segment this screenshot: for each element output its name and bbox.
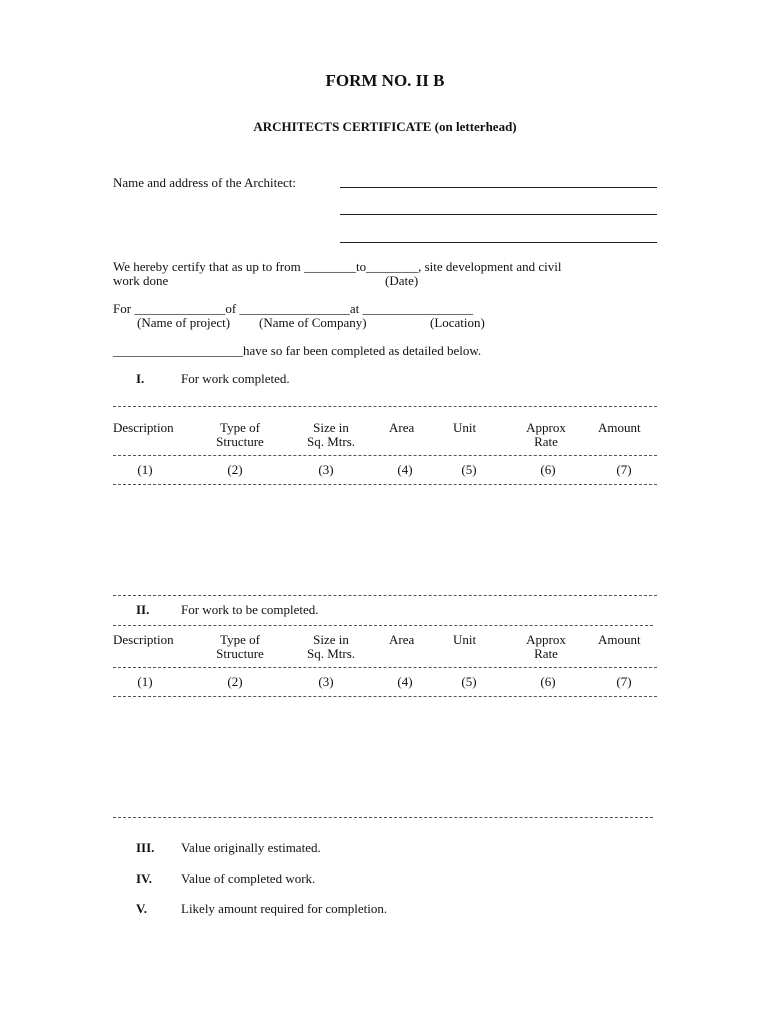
caption-company: (Name of Company): [259, 315, 367, 330]
t2-h-size-1: Size in: [313, 632, 349, 647]
certify-to: to: [356, 259, 367, 274]
section-1-label: For work completed.: [181, 371, 290, 386]
t1-h-type-1: Type of: [220, 420, 260, 435]
t1-n1: (1): [137, 462, 153, 477]
form-subtitle: ARCHITECTS CERTIFICATE (on letterhead): [253, 119, 517, 134]
t1-h-size-1: Size in: [313, 420, 349, 435]
t2-h-type-2: Structure: [216, 646, 264, 661]
table-2-bottom-rule: [113, 817, 653, 818]
table-2-number-rule: [113, 696, 657, 697]
of-label: of: [225, 301, 240, 316]
architect-label: Name and address of the Architect:: [113, 175, 297, 190]
t1-h-unit: Unit: [453, 420, 477, 435]
item-5-number: V.: [136, 901, 147, 916]
table-2-header-rule: [113, 667, 657, 668]
t2-n2: (2): [227, 674, 243, 689]
completed-blank[interactable]: ____________________: [113, 343, 243, 358]
certify-line-2: work done: [113, 273, 169, 288]
t1-n4: (4): [397, 462, 413, 477]
t2-h-amount: Amount: [598, 632, 641, 647]
item-3-label: Value originally estimated.: [181, 840, 321, 855]
t2-h-area: Area: [389, 632, 415, 647]
certify-text-a: We hereby certify that as up to from: [113, 259, 304, 274]
t1-h-amount: Amount: [598, 420, 641, 435]
to-date-blank[interactable]: ________: [366, 259, 419, 274]
section-1-number: I.: [136, 371, 145, 386]
form-title: FORM NO. II B: [325, 71, 445, 90]
date-caption: (Date): [385, 273, 419, 288]
t2-n7: (7): [616, 674, 632, 689]
caption-location: (Location): [430, 315, 485, 330]
project-name-blank[interactable]: ______________: [134, 301, 226, 316]
architect-line-2[interactable]: [340, 214, 657, 215]
t1-h-size-2: Sq. Mtrs.: [306, 434, 356, 449]
t1-n6: (6): [540, 462, 556, 477]
at-label: at: [349, 301, 363, 316]
section-2-label: For work to be completed.: [181, 602, 319, 617]
t1-n7: (7): [616, 462, 632, 477]
t1-h-description: Description: [113, 420, 174, 435]
table-1-top-rule: [113, 406, 657, 407]
table-1-number-rule: [113, 484, 657, 485]
t2-n5: (5): [461, 674, 477, 689]
completed-line: [113, 343, 481, 359]
t1-n3: (3): [318, 462, 334, 477]
t1-n2: (2): [227, 462, 243, 477]
t1-n5: (5): [461, 462, 477, 477]
table-2-top-rule: [113, 625, 653, 626]
t1-h-type-2: Structure: [216, 434, 264, 449]
for-label: For: [113, 301, 135, 316]
t2-n1: (1): [137, 674, 153, 689]
from-date-blank[interactable]: ________: [304, 259, 356, 274]
location-blank[interactable]: _________________: [362, 301, 474, 316]
t2-h-size-2: Sq. Mtrs.: [306, 646, 356, 661]
t2-n3: (3): [318, 674, 334, 689]
t2-h-description: Description: [113, 632, 174, 647]
company-name-blank[interactable]: _________________: [239, 301, 350, 316]
t2-h-unit: Unit: [453, 632, 477, 647]
certify-line-1: [113, 259, 561, 275]
architect-line-3[interactable]: [340, 242, 657, 243]
section-2-number: II.: [136, 602, 150, 617]
table-1-header-rule: [113, 455, 657, 456]
caption-project: (Name of project): [137, 315, 231, 330]
item-4-number: IV.: [136, 871, 153, 886]
item-5-label: Likely amount required for completion.: [181, 901, 388, 916]
table-1-bottom-rule: [113, 595, 657, 596]
t2-h-rate-1: Approx: [526, 632, 566, 647]
item-4-label: Value of completed work.: [181, 871, 316, 886]
item-3-number: III.: [136, 840, 155, 855]
architect-line-1[interactable]: [340, 187, 657, 188]
t2-n4: (4): [397, 674, 413, 689]
t1-h-rate-2: Rate: [534, 434, 558, 449]
t2-h-rate-2: Rate: [534, 646, 558, 661]
completed-text: have so far been completed as detailed below.: [243, 343, 482, 358]
t2-n6: (6): [540, 674, 556, 689]
t1-h-rate-1: Approx: [526, 420, 566, 435]
t1-h-area: Area: [389, 420, 415, 435]
t2-h-type-1: Type of: [220, 632, 260, 647]
certify-text-b: , site development and civil: [418, 259, 562, 274]
